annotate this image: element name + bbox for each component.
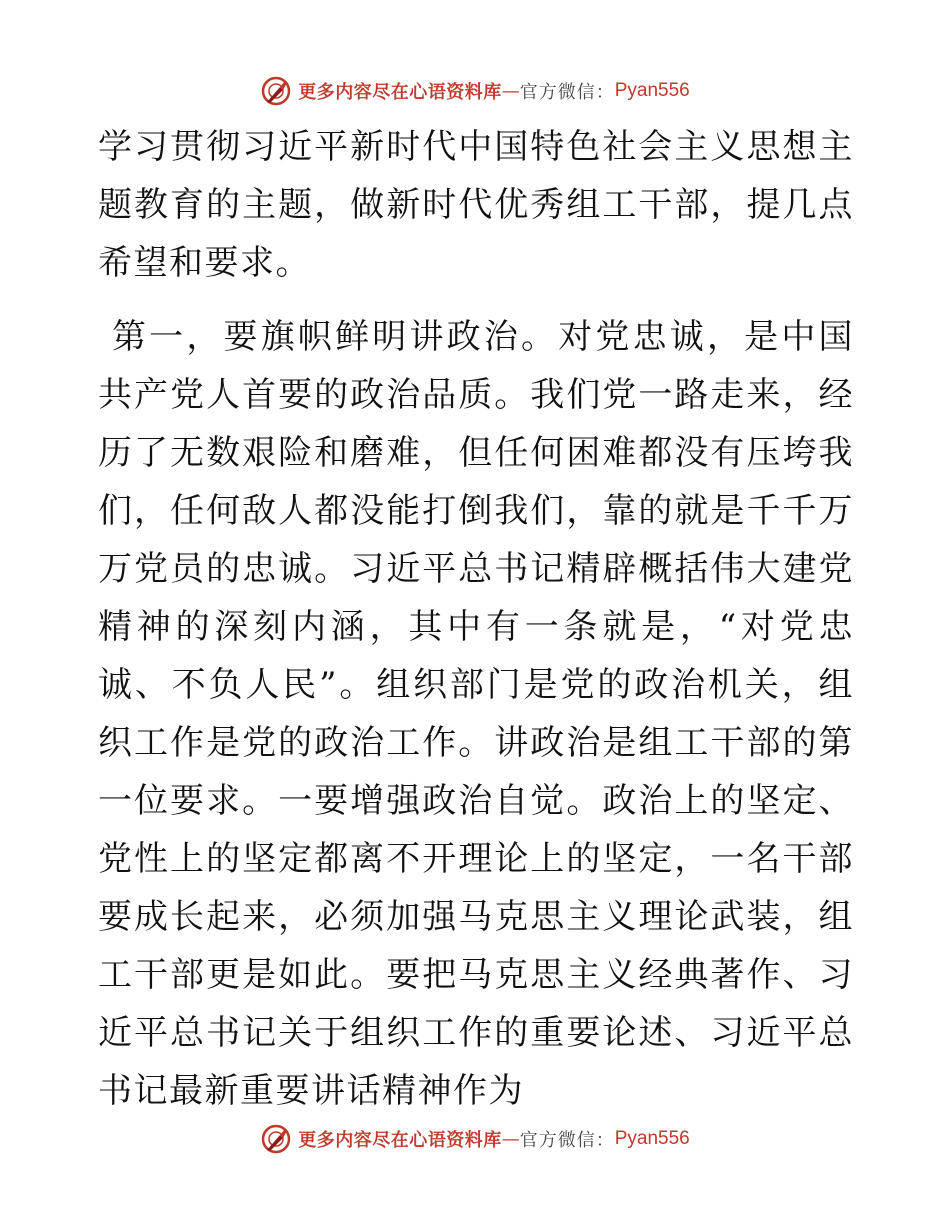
pen-circle-logo-icon <box>260 75 292 107</box>
watermark-label: 官方微信： <box>519 82 615 103</box>
watermark-dash: — <box>501 80 520 102</box>
document-body <box>98 118 854 1120</box>
watermark-site-text: 更多内容尽在心语资料库 <box>298 82 502 103</box>
footer-watermark <box>0 1119 950 1159</box>
header-watermark <box>0 71 950 111</box>
paragraph-first-point: 第一，要旗帜鲜明讲政治。对党忠诚，是中国共产党人首要的政治品质。我们党一路走来，经历了无数艰险和磨难，但任何困难都没有压垮我们，任何敌人都没能打倒我们，靠的就是千千万万党员的忠诚。习近平总书记精辟概括伟大建党精神的深刻内涵，其中有一条就是，“对党忠诚、不负人民”。组织部门是党的政治机关，组织工作是党的政治工作。讲政治是组工干部的第一位要求。一要增强政治自觉。政治上的坚定、党性上的坚定都离不开理论上的坚定，一名干部要成长起来，必须加强马克思主义理论武装，组工干部更是如此。要把马克思主义经典著作、习近平总书记关于组织工作的重要论述、习近平总书记最新重要讲话精神作为 <box>98 317 855 1111</box>
watermark-id: Pyan556 <box>614 1128 690 1149</box>
watermark-dash: — <box>501 1128 520 1150</box>
watermark-id: Pyan556 <box>614 80 690 101</box>
watermark-site-text: 更多内容尽在心语资料库 <box>298 1130 502 1151</box>
watermark-label: 官方微信： <box>519 1130 615 1151</box>
paragraph-intro: 学习贯彻习近平新时代中国特色社会主义思想主题教育的主题，做新时代优秀组工干部，提几点希望和要求。 <box>98 127 854 283</box>
pen-circle-logo-icon <box>260 1123 292 1155</box>
